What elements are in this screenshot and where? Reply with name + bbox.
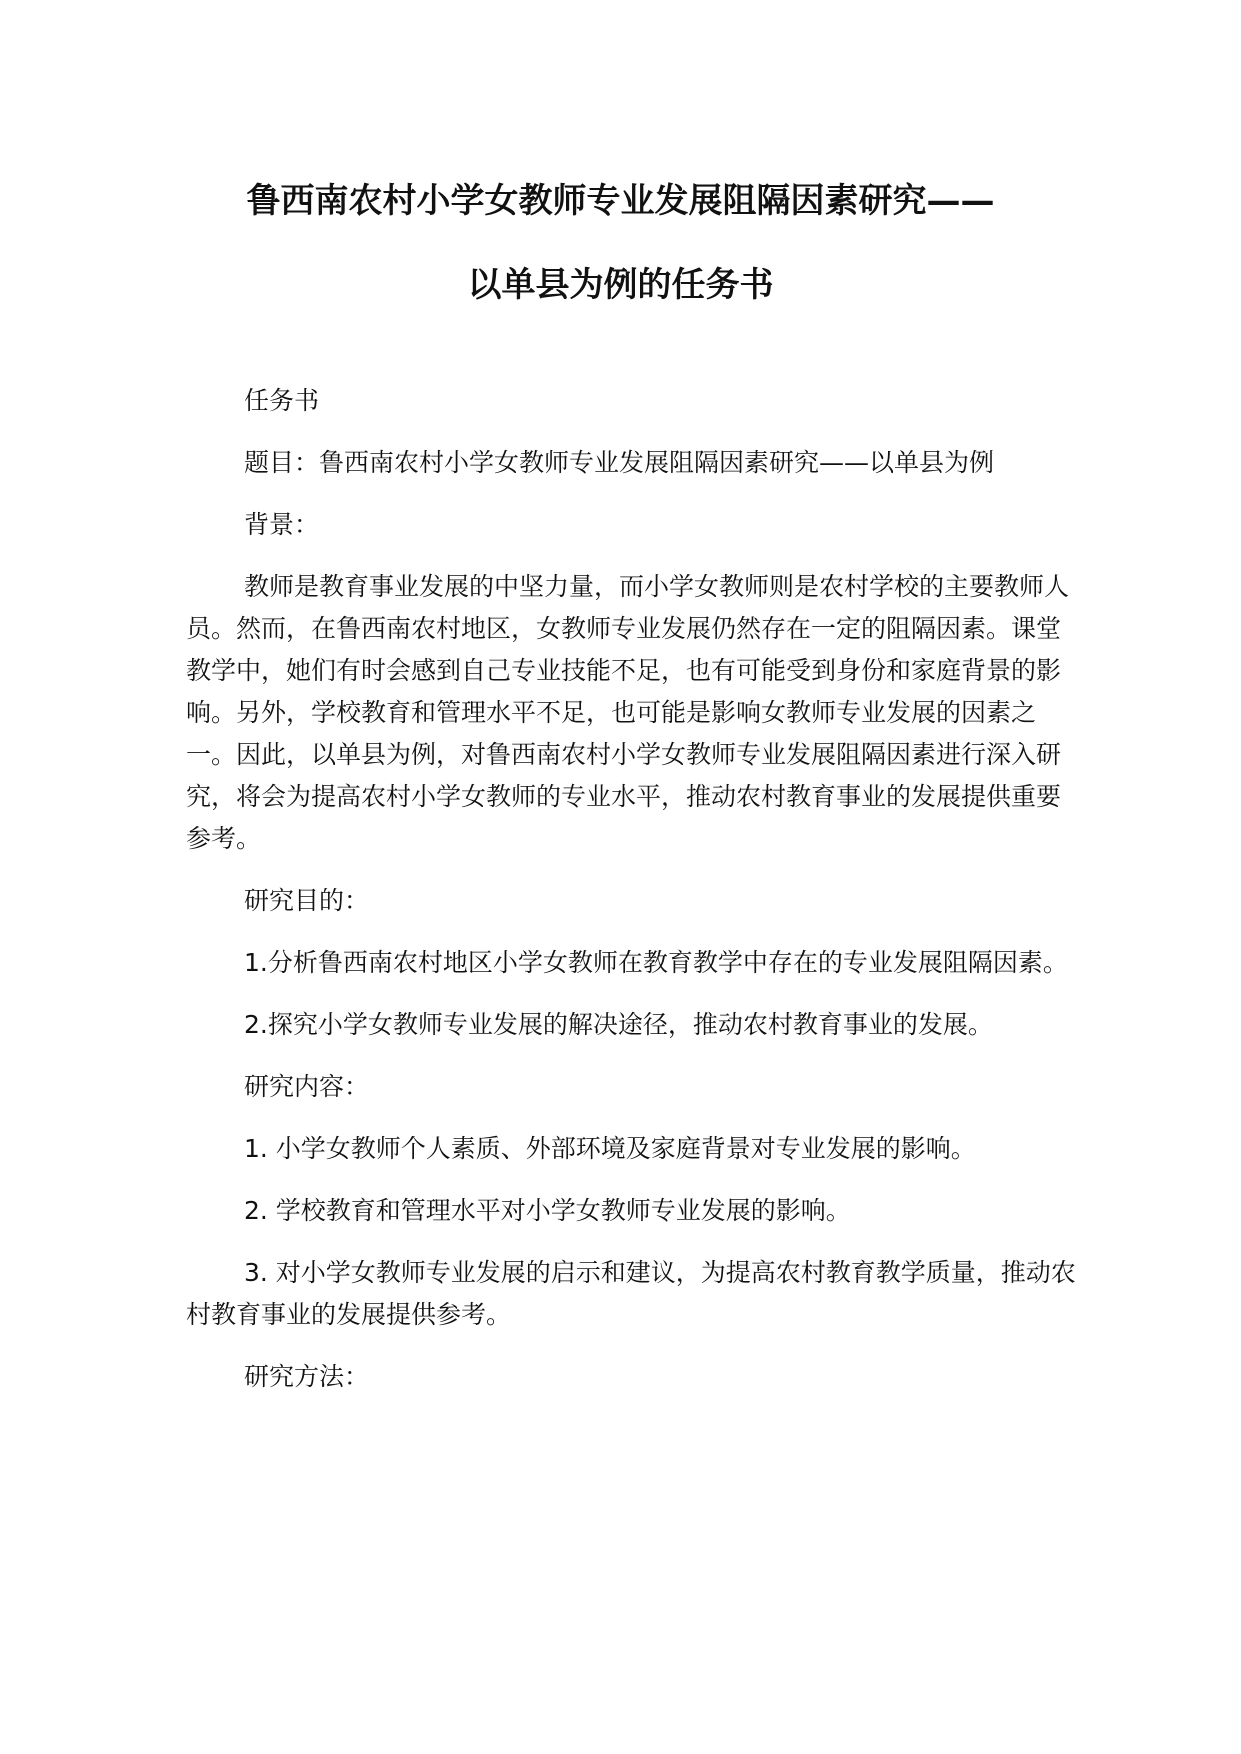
document-title-line-2: 以单县为例的任务书 xyxy=(467,265,774,305)
heading-background: 背景： xyxy=(244,510,320,539)
background-paragraph: 教师是教育事业发展的中坚力量，而小学女教师则是农村学校的主要教师人员。然而，在鲁西南农村地区，女教师专业发展仍然存在一定的阻隔因素。课堂教学中，她们有时会感到自己专业技能不足，也有可能受到身份和家庭背景的影响。另外，学校教育和管理水平不足，也可能是影响女教师专业发展的因素之一。因此，以单县为例，对鲁西南农村小学女教师专业发展阻隔因素进行深入研究，将会为提高农村小学女教师的专业水平，推动农村教育事业的发展提供重要参考。 xyxy=(186,572,1070,853)
heading-research-purpose: 研究目的： xyxy=(244,886,370,915)
heading-research-content: 研究内容： xyxy=(244,1072,370,1101)
content-item-3: 3. 对小学女教师专业发展的启示和建议，为提高农村教育教学质量，推动农村教育事业的发展提供参考。 xyxy=(186,1258,1076,1329)
topic-paragraph: 题目：鲁西南农村小学女教师专业发展阻隔因素研究——以单县为例 xyxy=(244,448,995,477)
purpose-item-1: 1.分析鲁西南农村地区小学女教师在教育教学中存在的专业发展阻隔因素。 xyxy=(244,948,1068,977)
heading-research-method: 研究方法： xyxy=(244,1362,370,1391)
document-body xyxy=(186,380,1081,1418)
content-item-1: 1. 小学女教师个人素质、外部环境及家庭背景对专业发展的影响。 xyxy=(244,1134,976,1163)
content-item-2: 2. 学校教育和管理水平对小学女教师专业发展的影响。 xyxy=(244,1196,851,1225)
document-title-line-1: 鲁西南农村小学女教师专业发展阻隔因素研究—— xyxy=(246,181,995,221)
purpose-item-2: 2.探究小学女教师专业发展的解决途径，推动农村教育事业的发展。 xyxy=(244,1010,993,1039)
heading-task-book: 任务书 xyxy=(244,386,320,415)
